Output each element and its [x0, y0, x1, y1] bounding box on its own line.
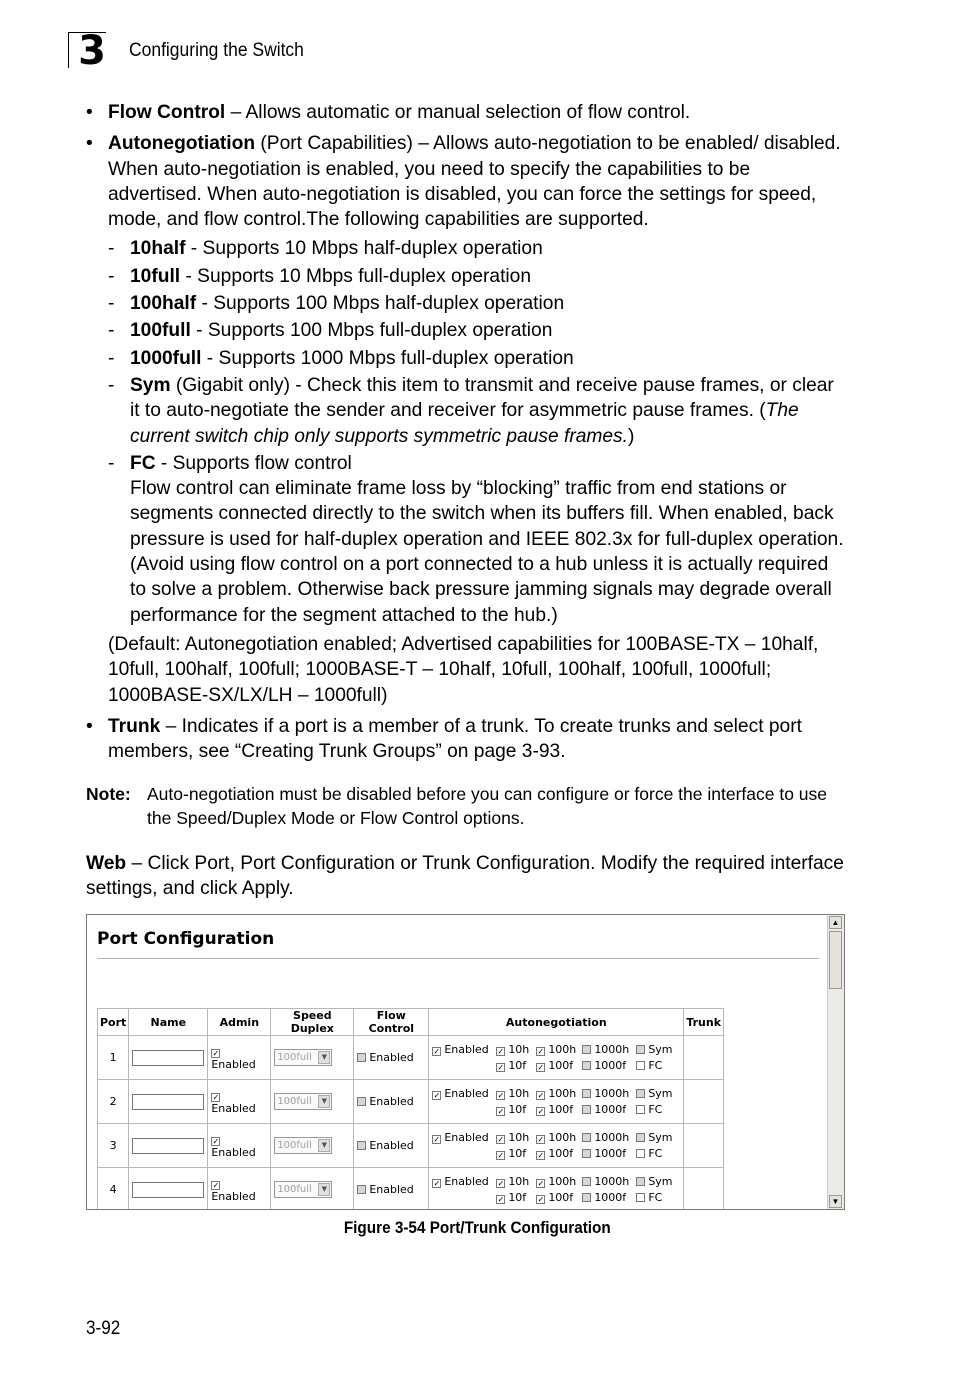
speed-duplex-select[interactable]: 100full ▼: [274, 1093, 332, 1110]
col-port: Port: [98, 1009, 129, 1036]
flow-cell: [354, 1036, 429, 1080]
list-item: - 10half - Supports 10 Mbps half-duplex operation: [108, 238, 543, 260]
admin-cell: [208, 1036, 271, 1080]
table-header-row: [98, 1009, 724, 1036]
admin-label: Enabled: [211, 1189, 256, 1203]
trunk-cell: [684, 1080, 724, 1124]
list-item: - 100full - Supports 100 Mbps full-duplex operation: [108, 320, 553, 342]
cap-1000f-checkbox[interactable]: [582, 1149, 591, 1158]
speed-duplex-select[interactable]: 100full ▼: [274, 1049, 332, 1066]
flow-control-checkbox[interactable]: [357, 1185, 366, 1194]
cap-10h-checkbox[interactable]: [496, 1047, 505, 1056]
cap-10h-checkbox[interactable]: [496, 1135, 505, 1144]
bullet-flow-control: [86, 100, 846, 125]
speed-cell: [271, 1168, 354, 1211]
cap-100f-checkbox[interactable]: [536, 1151, 545, 1160]
default-text: (Default: Autonegotiation enabled; Advertised capabilities for 100BASE-TX – 10half, 10full, 100half, 100full; 1000BASE-T – 10half, 10full, 100half, 100full, 1000full; 1000BASE-SX/LX/LH – 1000full): [108, 633, 819, 706]
cap-sym-checkbox[interactable]: [636, 1045, 645, 1054]
bullet-autonegotiation: [86, 131, 846, 708]
flow-control-checkbox[interactable]: [357, 1097, 366, 1106]
admin-label: Enabled: [211, 1101, 256, 1115]
autoneg-cell: ✓Enabled ✓ 10h ✓ 100h 1000h Sym ✓10f ✓ 100f 1000f FC: [429, 1168, 684, 1211]
port-configuration-screenshot: [86, 914, 845, 1210]
flow-control-checkbox[interactable]: [357, 1053, 366, 1062]
note: [86, 782, 846, 830]
scroll-up-icon[interactable]: ▲: [829, 916, 842, 929]
chevron-down-icon: ▼: [318, 1051, 330, 1064]
chevron-down-icon: ▼: [318, 1139, 330, 1152]
speed-duplex-select[interactable]: 100full ▼: [274, 1137, 332, 1154]
cap-10f-checkbox[interactable]: [496, 1107, 505, 1116]
flow-control-checkbox[interactable]: [357, 1141, 366, 1150]
name-cell: [129, 1080, 208, 1124]
table-row: [98, 1124, 724, 1168]
flow-label: Enabled: [369, 1183, 414, 1196]
port-number: 3: [98, 1124, 129, 1168]
table-row: [98, 1080, 724, 1124]
admin-cell: [208, 1168, 271, 1211]
chevron-down-icon: ▼: [318, 1183, 330, 1196]
cap-sym-checkbox[interactable]: [636, 1177, 645, 1186]
col-speed-duplex: Speed Duplex: [271, 1009, 354, 1036]
admin-checkbox[interactable]: [211, 1049, 220, 1058]
desc: – Allows automatic or manual selection of flow control.: [225, 102, 691, 123]
bullet-dot: •: [86, 102, 93, 123]
cap-1000h-checkbox[interactable]: [582, 1177, 591, 1186]
desc: – Click Port, Port Configuration or Trunk Configuration. Modify the required interface settings, and click Apply.: [86, 853, 844, 900]
autoneg-enabled-checkbox[interactable]: [432, 1179, 441, 1188]
divider: [97, 958, 819, 959]
flow-cell: [354, 1124, 429, 1168]
bullet-trunk: [86, 714, 846, 765]
port-number: 1: [98, 1036, 129, 1080]
admin-cell: [208, 1080, 271, 1124]
figure-caption: Figure 3-54 Port/Trunk Configuration: [343, 1218, 611, 1237]
name-input[interactable]: [132, 1138, 204, 1154]
term: Flow Control: [108, 102, 226, 123]
cap-fc-checkbox[interactable]: [636, 1061, 645, 1070]
name-cell: [129, 1168, 208, 1211]
cap-100h-checkbox[interactable]: [536, 1135, 545, 1144]
flow-label: Enabled: [369, 1095, 414, 1108]
col-name: Name: [129, 1009, 208, 1036]
term: Trunk: [108, 715, 161, 737]
autoneg-cell: ✓Enabled ✓ 10h ✓ 100h 1000h Sym ✓10f ✓ 100f 1000f FC: [429, 1036, 684, 1080]
term: Autonegotiation: [108, 133, 256, 155]
autoneg-enabled-checkbox[interactable]: [432, 1135, 441, 1144]
list-item-fc: - FC - Supports flow control Flow control can eliminate frame loss by “blocking” traffic from end stations or segments connected directly to the switch when its buffers fill. When enabled, back pressure is used for half-duplex operation and IEEE 802.3x for full-duplex operation. (Avoid using flow control on a port connected to a hub unless it is actually required to solve a problem. Otherwise back pressure jamming signals may degrade overall performance for the segment attached to the hub.): [108, 452, 844, 626]
table-row: [98, 1036, 724, 1080]
list-item: - 100half - Supports 100 Mbps half-duplex operation: [108, 293, 565, 315]
cap-10f-checkbox[interactable]: [496, 1195, 505, 1204]
chevron-down-icon: ▼: [318, 1095, 330, 1108]
flow-cell: [354, 1168, 429, 1211]
speed-cell: [271, 1124, 354, 1168]
cap-10h-checkbox[interactable]: [496, 1179, 505, 1188]
speed-cell: [271, 1036, 354, 1080]
cap-10f-checkbox[interactable]: [496, 1151, 505, 1160]
scroll-thumb[interactable]: [829, 931, 842, 989]
cap-100h-checkbox[interactable]: [536, 1179, 545, 1188]
autoneg-cell: ✓Enabled ✓ 10h ✓ 100h 1000h Sym ✓10f ✓ 100f 1000f FC: [429, 1080, 684, 1124]
trunk-cell: [684, 1168, 724, 1211]
scroll-down-icon[interactable]: ▼: [829, 1195, 842, 1208]
scrollbar[interactable]: [827, 915, 844, 1209]
col-trunk: Trunk: [684, 1009, 724, 1036]
bullet-dot: •: [86, 715, 93, 737]
name-input[interactable]: [132, 1182, 204, 1198]
note-label: Note:: [86, 784, 131, 804]
flow-cell: [354, 1080, 429, 1124]
chapter-number: 3: [68, 32, 106, 68]
cap-fc-checkbox[interactable]: [636, 1193, 645, 1202]
autoneg-cell: ✓Enabled ✓ 10h ✓ 100h 1000h Sym ✓10f ✓ 100f 1000f FC: [429, 1124, 684, 1168]
capability-list: [108, 236, 846, 627]
cap-10f-checkbox[interactable]: [496, 1063, 505, 1072]
flow-label: Enabled: [369, 1051, 414, 1064]
term: Web: [86, 853, 127, 874]
cap-1000h-checkbox[interactable]: [582, 1133, 591, 1142]
admin-label: Enabled: [211, 1145, 256, 1159]
cap-1000f-checkbox[interactable]: [582, 1061, 591, 1070]
cap-100f-checkbox[interactable]: [536, 1195, 545, 1204]
flow-label: Enabled: [369, 1139, 414, 1152]
cap-1000h-checkbox[interactable]: [582, 1089, 591, 1098]
col-flow-control: Flow Control: [354, 1009, 429, 1036]
body-text: [86, 100, 846, 770]
port-config-table: [97, 1008, 724, 1210]
cap-100f-checkbox[interactable]: [536, 1107, 545, 1116]
trunk-cell: [684, 1036, 724, 1080]
admin-checkbox[interactable]: [211, 1181, 220, 1190]
chapter-title: Configuring the Switch: [129, 40, 304, 61]
cap-1000f-checkbox[interactable]: [582, 1193, 591, 1202]
cap-10h-checkbox[interactable]: [496, 1091, 505, 1100]
speed-cell: [271, 1080, 354, 1124]
cap-100h-checkbox[interactable]: [536, 1047, 545, 1056]
cap-sym-checkbox[interactable]: [636, 1089, 645, 1098]
list-item: - 1000full - Supports 1000 Mbps full-duplex operation: [108, 347, 574, 369]
list-item-sym: - Sym (Gigabit only) - Check this item to transmit and receive pause frames, or clear it to auto-negotiate the sender and receiver for asymmetric pause frames. (The current switch chip only supports symmetric pause frames.): [108, 374, 834, 447]
cap-fc-checkbox[interactable]: [636, 1105, 645, 1114]
panel-title: Port Configuration: [97, 929, 275, 949]
port-number: 4: [98, 1168, 129, 1211]
port-number: 2: [98, 1080, 129, 1124]
cap-100f-checkbox[interactable]: [536, 1063, 545, 1072]
cap-100h-checkbox[interactable]: [536, 1091, 545, 1100]
list-item: - 10full - Supports 10 Mbps full-duplex operation: [108, 265, 532, 287]
col-autonegotiation: Autonegotiation: [429, 1009, 684, 1036]
cap-1000f-checkbox[interactable]: [582, 1105, 591, 1114]
cap-fc-checkbox[interactable]: [636, 1149, 645, 1158]
name-cell: [129, 1036, 208, 1080]
desc: – Indicates if a port is a member of a trunk. To create trunks and select port members, see “Creating Trunk Groups” on page 3-93.: [108, 715, 802, 763]
speed-duplex-select[interactable]: 100full ▼: [274, 1181, 332, 1198]
page-number: 3-92: [86, 1318, 121, 1339]
col-admin: Admin: [208, 1009, 271, 1036]
cap-1000h-checkbox[interactable]: [582, 1045, 591, 1054]
table-row: [98, 1168, 724, 1211]
autoneg-enabled-checkbox[interactable]: [432, 1047, 441, 1056]
cap-sym-checkbox[interactable]: [636, 1133, 645, 1142]
name-cell: [129, 1124, 208, 1168]
trunk-cell: [684, 1124, 724, 1168]
admin-checkbox[interactable]: [211, 1093, 220, 1102]
bullet-dot: •: [86, 133, 93, 155]
desc: (Port Capabilities) – Allows auto-negotiation to be enabled/ disabled. When auto-negotiation is enabled, you need to specify the capabilities to be advertised. When auto-negotiation is disabled, you can force the settings for speed, mode, and flow control.The following capabilities are supported.: [108, 133, 841, 231]
autoneg-enabled-checkbox[interactable]: [432, 1091, 441, 1100]
note-text: Auto-negotiation must be disabled before you can configure or force the interface to use the Speed/Duplex Mode or Flow Control options.: [147, 784, 828, 828]
web-instructions: [86, 851, 846, 902]
admin-cell: [208, 1124, 271, 1168]
admin-label: Enabled: [211, 1057, 256, 1071]
admin-checkbox[interactable]: [211, 1137, 220, 1146]
name-input[interactable]: [132, 1050, 204, 1066]
name-input[interactable]: [132, 1094, 204, 1110]
